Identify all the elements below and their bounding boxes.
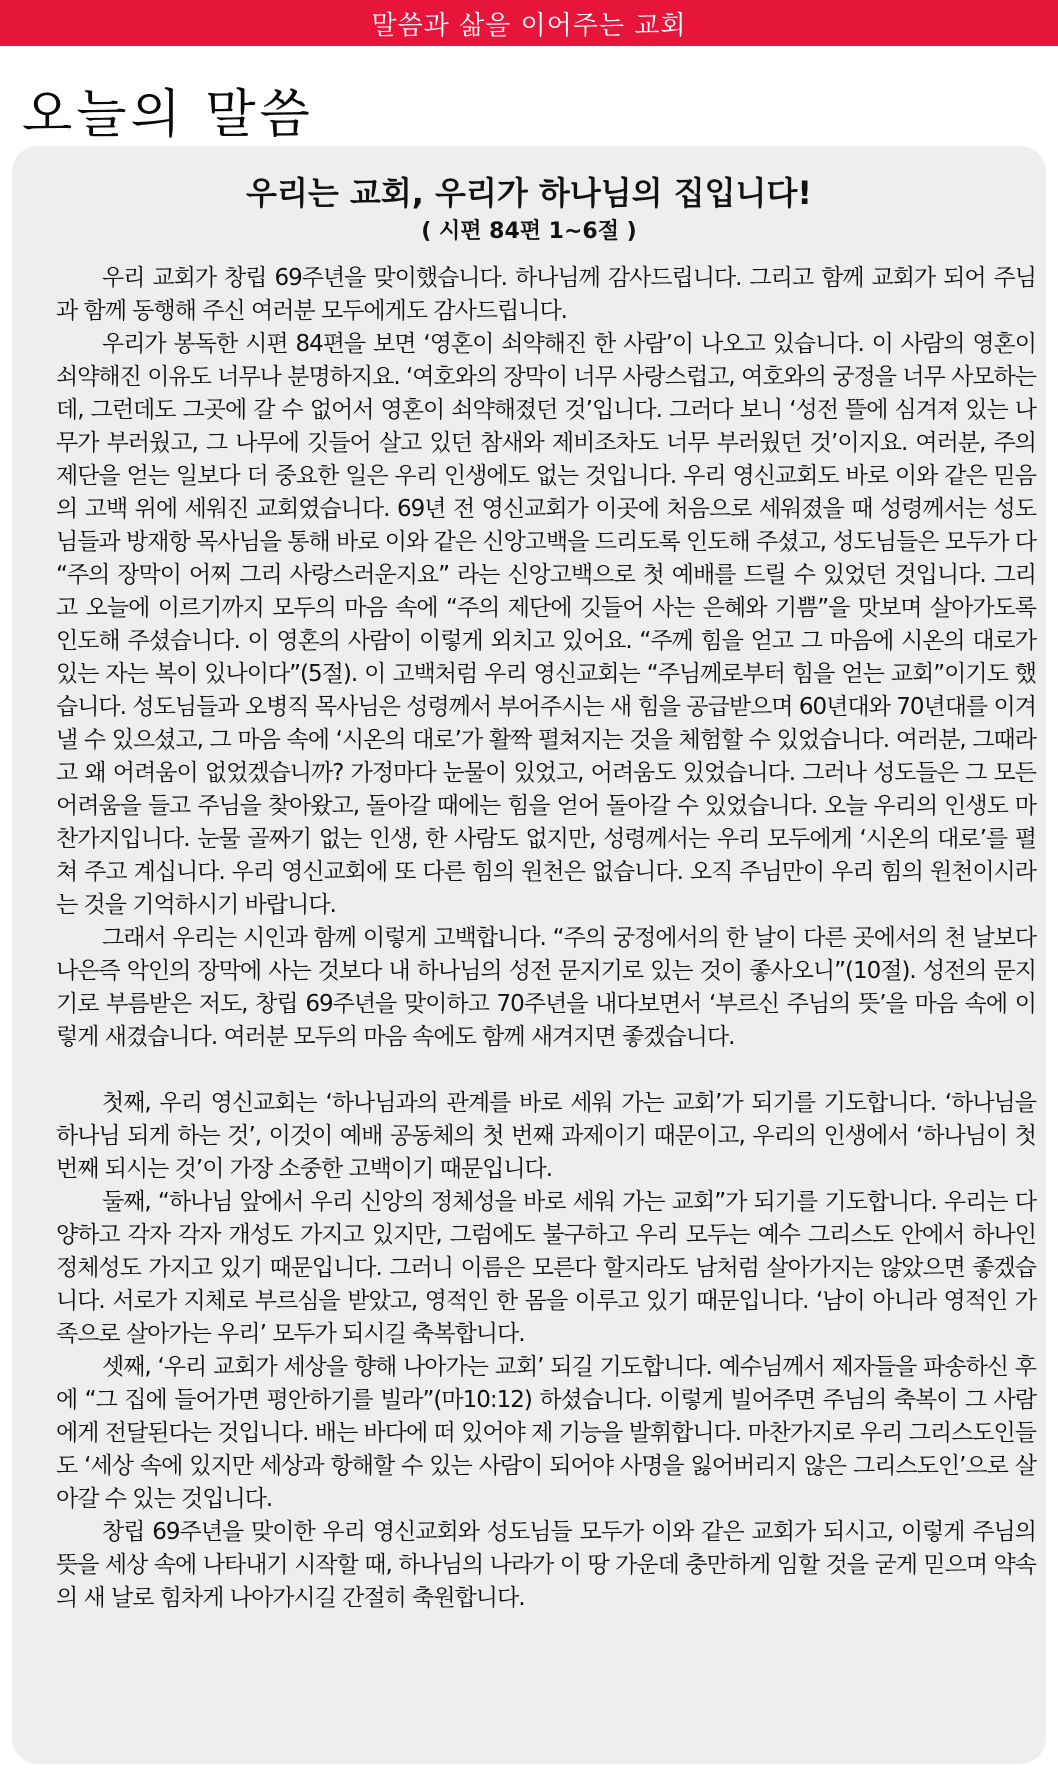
- paragraph: 셋째, ‘우리 교회가 세상을 향해 나아가는 교회’ 되길 기도합니다. 예수님께서 제자들을 파송하신 후에 “그 집에 들어가면 평안하기를 빌라”(마10:12) 하셨습니다. 이렇게 빌어주면 주님의 축복이 그 사람에게 전달된다는 것입니다. 배는 바다에 떠 있어야 제 기능을 발휘합니다. 마찬가지로 우리 그리스도인들도 ‘세상 속에 있지만 세상과 항해할 수 있는 사람이 되어야 사명을 잃어버리지 않은 그리스도인’으로 살아갈 수 있는 것입니다.: [56, 1354, 1036, 1512]
- paragraph: 그래서 우리는 시인과 함께 이렇게 고백합니다. “주의 궁정에서의 한 날이 다른 곳에서의 천 날보다 나은즉 악인의 장막에 사는 것보다 내 하나님의 성전 문지기로 있는 것이 좋사오니”(10절). 성전의 문지기로 부름받은 저도, 창립 69주년을 맞이하고 70주년을 내다보면서 ‘부르신 주님의 뜻’을 마음 속에 이렇게 새겼습니다. 여러분 모두의 마음 속에도 함께 새겨지면 좋겠습니다.: [56, 925, 1036, 1050]
- paragraph: 둘째, “하나님 앞에서 우리 신앙의 정체성을 바로 세워 가는 교회”가 되기를 기도합니다. 우리는 다양하고 각자 각자 개성도 가지고 있지만, 그럼에도 불구하고 우리 모두는 예수 그리스도 안에서 하나인 정체성도 가지고 있기 때문입니다. 그러니 이름은 모른다 할지라도 남처럼 살아가지는 않았으면 좋겠습니다. 서로가 지체로 부르심을 받았고, 영적인 한 몸을 이루고 있기 때문입니다. ‘남이 아니라 영적인 가족으로 살아가는 우리’ 모두가 되시길 축복합니다.: [56, 1189, 1036, 1347]
- page-heading: 오늘의 말씀: [22, 85, 314, 145]
- paragraph: 우리 교회가 창립 69주년을 맞이했습니다. 하나님께 감사드립니다. 그리고 함께 교회가 되어 주님과 함께 동행해 주신 여러분 모두에게도 감사드립니다.: [56, 265, 1036, 324]
- paragraph: 첫째, 우리 영신교회는 ‘하나님과의 관계를 바로 세워 가는 교회’가 되기를 기도합니다. ‘하나님을 하나님 되게 하는 것’, 이것이 예배 공동체의 첫 번째 과제이기 때문이고, 우리의 인생에서 ‘하나님이 첫 번째 되시는 것’이 가장 소중한 고백이기 때문입니다.: [56, 1090, 1036, 1182]
- paragraph: 우리가 봉독한 시편 84편을 보면 ‘영혼이 쇠약해진 한 사람’이 나오고 있습니다. 이 사람의 영혼이 쇠약해진 이유도 너무나 분명하지요. ‘여호와의 장막이 너무 사랑스럽고, 여호와의 궁정을 너무 사모하는데, 그런데도 그곳에 갈 수 없어서 영혼이 쇠약해졌던 것’입니다. 그러다 보니 ‘성전 뜰에 심겨져 있는 나무가 부러웠고, 그 나무에 깃들어 살고 있던 참새와 제비조차도 너무 부러웠던 것’이지요. 여러분, 주의 제단을 얻는 일보다 더 중요한 일은 우리 인생에도 없는 것입니다. 우리 영신교회도 바로 이와 같은 믿음의 고백 위에 세워진 교회였습니다. 69년 전 영신교회가 이곳에 처음으로 세워졌을 때 성령께서는 성도님들과 방재항 목사님을 통해 바로 이와 같은 신앙고백을 드리도록 인도해 주셨고, 성도님들은 모두가 다 “주의 장막이 어찌 그리 사랑스러운지요” 라는 신앙고백으로 첫 예배를 드릴 수 있었던 것입니다. 그리고 오늘에 이르기까지 모두의 마음 속에 “주의 제단에 깃들어 사는 은혜와 기쁨”을 맛보며 살아가도록 인도해 주셨습니다. 이 영혼의 사람이 이렇게 외치고 있어요. “주께 힘을 얻고 그 마음에 시온의 대로가 있는 자는 복이 있나이다”(5절). 이 고백처럼 우리 영신교회는 “주님께로부터 힘을 얻는 교회”이기도 했습니다. 성도님들과 오병직 목사님은 성령께서 부어주시는 새 힘을 공급받으며 60년대와 70년대를 이겨낼 수 있으셨고, 그 마음 속에 ‘시온의 대로’가 활짝 펼쳐지는 것을 체험할 수 있었습니다. 여러분, 그때라고 왜 어려움이 없었겠습니까? 가정마다 눈물이 있었고, 어려움도 있었습니다. 그러나 성도들은 그 모든 어려움을 들고 주님을 찾아왔고, 돌아갈 때에는 힘을 얻어 돌아갈 수 있었습니다. 오늘 우리의 인생도 마찬가지입니다. 눈물 골짜기 없는 인생, 한 사람도 없지만, 성령께서는 우리 모두에게 ‘시온의 대로’를 펼쳐 주고 계십니다. 우리 영신교회에 또 다른 힘의 원천은 없습니다. 오직 주님만이 우리 힘의 원천이시라는 것을 기억하시기 바랍니다.: [56, 331, 1036, 918]
- paragraph: 창립 69주년을 맞이한 우리 영신교회와 성도님들 모두가 이와 같은 교회가 되시고, 이렇게 주님의 뜻을 세상 속에 나타내기 시작할 때, 하나님의 나라가 이 땅 가운데 충만하게 임할 것을 굳게 믿으며 약속의 새 날로 힘차게 나아가시길 간절히 축원합니다.: [56, 1519, 1036, 1611]
- banner-text: 말씀과 삶을 이어주는 교회: [371, 10, 687, 41]
- sermon-card: [12, 146, 1046, 1764]
- sermon-title: 우리는 교회, 우리가 하나님의 집입니다!: [246, 174, 812, 212]
- scripture-reference: ( 시편 84편 1~6절 ): [421, 219, 637, 244]
- sermon-body: [56, 262, 1036, 1615]
- paragraph-gap: [56, 1054, 1036, 1087]
- top-banner: [0, 0, 1058, 46]
